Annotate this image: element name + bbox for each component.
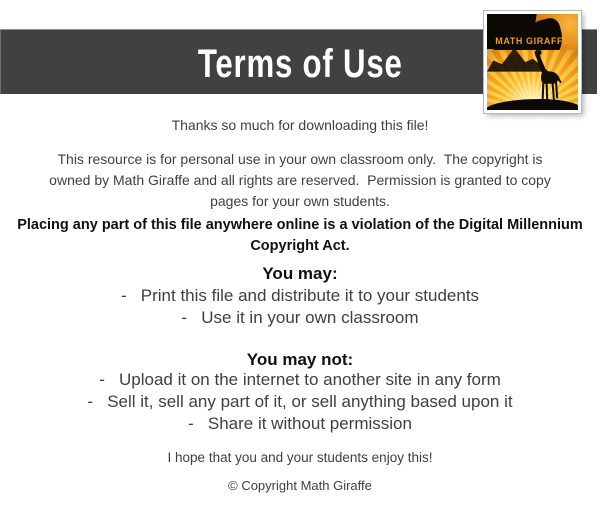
giraffe-silhouette-icon bbox=[527, 46, 562, 106]
you-may-not-list bbox=[0, 369, 600, 435]
personal-use-paragraph bbox=[0, 149, 600, 212]
list-item: - Print this file and distribute it to your students bbox=[120, 286, 480, 305]
math-giraffe-logo bbox=[484, 11, 581, 113]
logo-background bbox=[487, 14, 578, 110]
list-item: - Sell it, sell any part of it, or sell anything based upon it bbox=[87, 392, 513, 411]
paragraph-line: This resource is for personal use in your own classroom only. The copyright is bbox=[57, 151, 543, 167]
list-item: - Share it without permission bbox=[188, 414, 412, 433]
list-item: - Upload it on the internet to another site in any form bbox=[99, 370, 501, 389]
list-item: - Use it in your own classroom bbox=[181, 308, 419, 327]
you-may-not-heading: You may not: bbox=[246, 350, 354, 369]
dmca-line: Placing any part of this file anywhere online is a violation of the Digital Millennium bbox=[17, 217, 583, 233]
closing-line: I hope that you and your students enjoy this! bbox=[167, 450, 433, 465]
logo-brand-text: MATH GIRAFFE bbox=[495, 36, 570, 46]
paragraph-line: pages for your own students. bbox=[210, 193, 390, 209]
you-may-heading: You may: bbox=[262, 264, 338, 283]
dmca-line: Copyright Act. bbox=[250, 238, 350, 254]
copyright-line: © Copyright Math Giraffe bbox=[228, 478, 372, 493]
page-title-text: Terms of Use bbox=[197, 42, 403, 86]
dmca-warning bbox=[0, 215, 600, 257]
intro-line: Thanks so much for downloading this file! bbox=[171, 117, 429, 133]
you-may-list bbox=[0, 285, 600, 329]
paragraph-line: owned by Math Giraffe and all rights are reserved. Permission is granted to copy bbox=[49, 172, 551, 188]
